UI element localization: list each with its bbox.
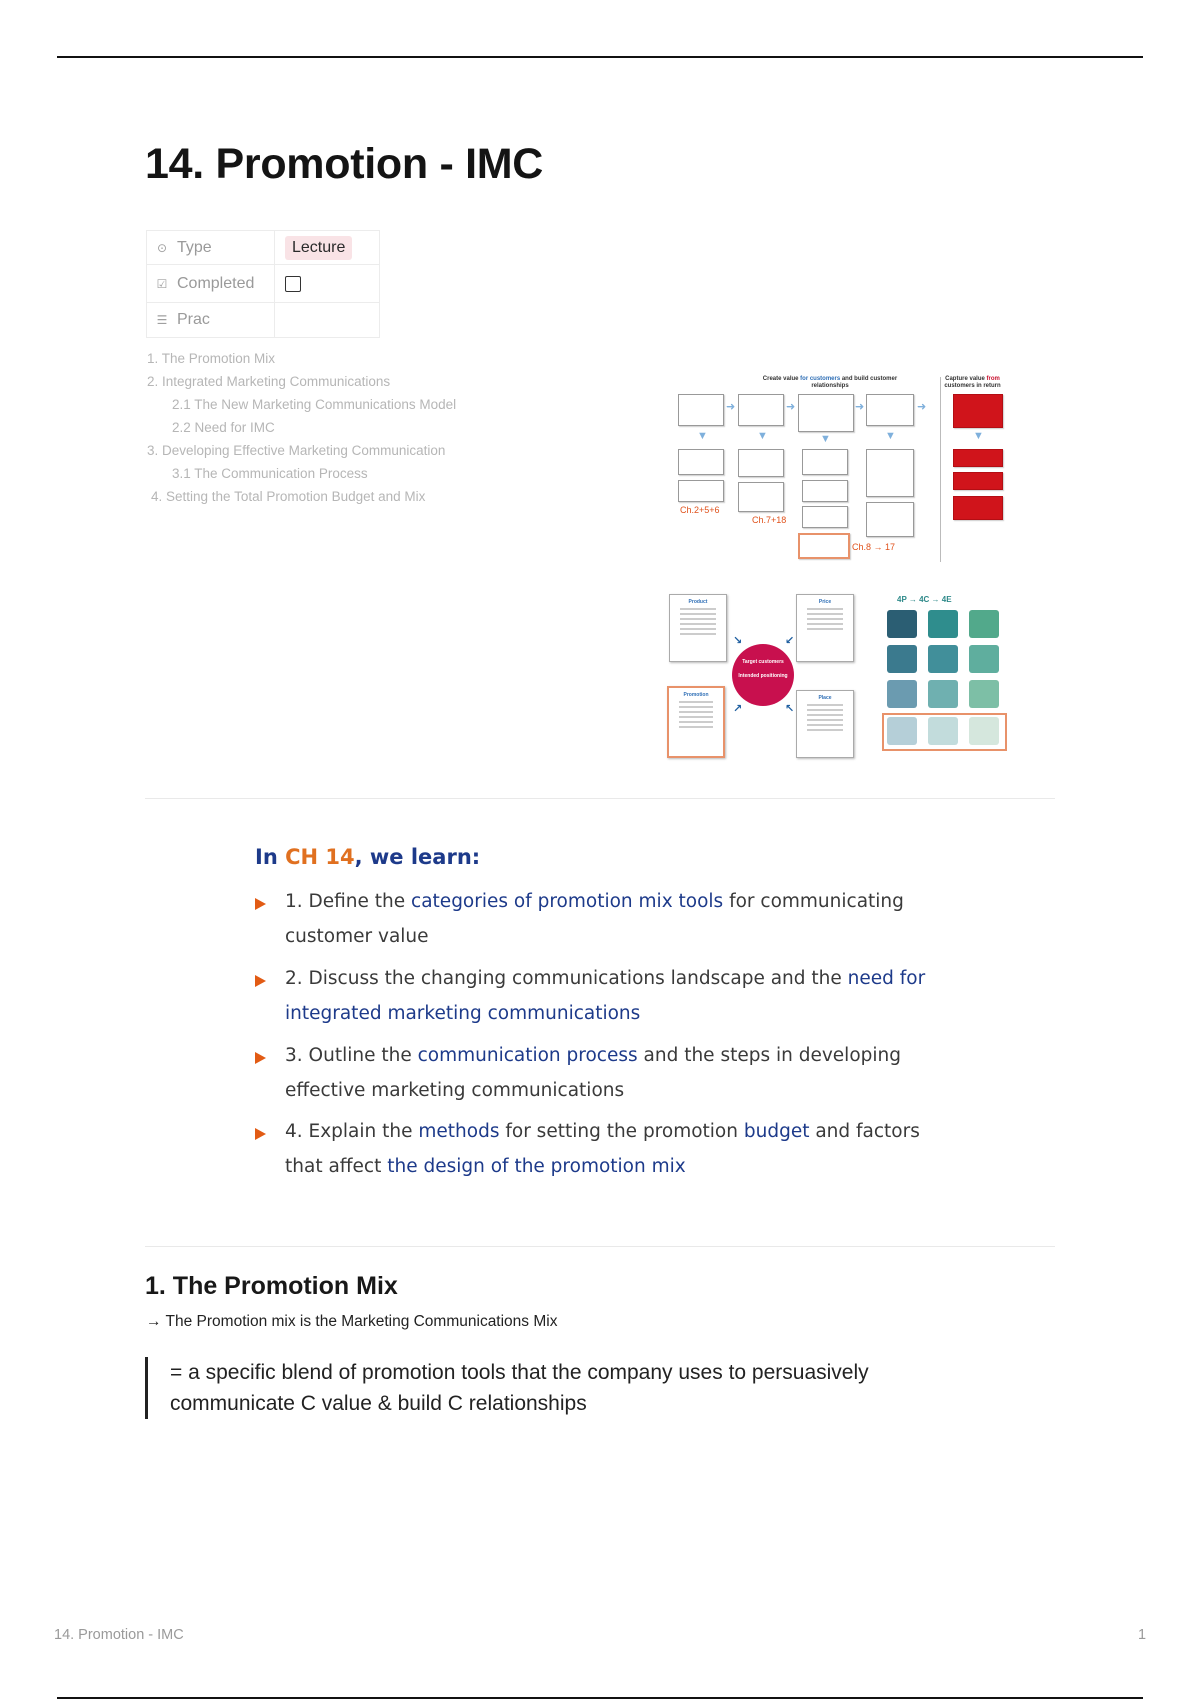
footer-title: 14. Promotion - IMC bbox=[54, 1627, 184, 1643]
everyplace-tile-icon bbox=[969, 680, 999, 708]
top-rule bbox=[57, 56, 1143, 58]
process-step bbox=[798, 394, 854, 432]
divider bbox=[940, 377, 941, 562]
mix-evolution-heading: 4P → 4C → 4E bbox=[897, 595, 952, 604]
arrow-right-icon: ➜ bbox=[726, 401, 736, 413]
completed-checkbox[interactable] bbox=[285, 276, 301, 292]
arrow-down-icon: ▼ bbox=[973, 430, 984, 442]
solution-tile-icon bbox=[928, 610, 958, 638]
arrow-down-icon: ▼ bbox=[820, 433, 831, 445]
capture-step bbox=[953, 394, 1003, 428]
property-completed bbox=[147, 265, 379, 303]
chapter-label: Ch.7+18 bbox=[752, 515, 787, 525]
bullet-triangle-icon bbox=[255, 1128, 266, 1140]
cost-tile-icon bbox=[928, 645, 958, 673]
section-note: → The Promotion mix is the Marketing Communications Mix bbox=[146, 1313, 558, 1330]
checkbox-property-icon: ☑ bbox=[156, 276, 168, 291]
divider bbox=[145, 1246, 1055, 1247]
select-icon: ⊙ bbox=[156, 240, 168, 255]
capture-title: Capture value from customers in return bbox=[944, 376, 1001, 389]
property-type-label: Type bbox=[177, 238, 212, 256]
arrow-right-icon: ➜ bbox=[917, 401, 927, 413]
definition-quote: = a specific blend of promotion tools that the company uses to persuasively communicate C value & build C relationships bbox=[145, 1357, 965, 1419]
arrow-icon: ↘ bbox=[733, 635, 743, 647]
properties-table bbox=[146, 230, 380, 338]
target-customers-circle: Target customers Intended positioning bbox=[732, 644, 794, 706]
type-tag[interactable]: Lecture bbox=[285, 236, 352, 260]
process-step bbox=[678, 394, 724, 426]
toc-link[interactable]: 2. Integrated Marketing Communications bbox=[147, 374, 391, 389]
section-heading: 1. The Promotion Mix bbox=[145, 1272, 398, 1300]
marketing-mix-diagram bbox=[665, 590, 860, 760]
arrow-icon: ↖ bbox=[785, 703, 795, 715]
property-prac bbox=[147, 303, 379, 337]
arrow-right-icon: ➜ bbox=[786, 401, 796, 413]
process-step bbox=[738, 482, 784, 512]
toc-link[interactable]: 1. The Promotion Mix bbox=[147, 351, 276, 366]
promotion-row-highlight bbox=[882, 713, 1007, 751]
page-number: 1 bbox=[1138, 1627, 1147, 1643]
process-step bbox=[738, 394, 784, 426]
promotion-step bbox=[798, 533, 850, 559]
arrow-icon: ↙ bbox=[785, 635, 795, 647]
toc-link[interactable]: 2.2 Need for IMC bbox=[172, 420, 275, 435]
process-step bbox=[802, 506, 848, 528]
price-tile-icon bbox=[887, 645, 917, 673]
learn-title: In CH 14, we learn: bbox=[255, 845, 481, 869]
property-prac-label: Prac bbox=[177, 311, 210, 328]
toc-link[interactable]: 3.1 The Communication Process bbox=[172, 466, 368, 481]
place-tile-icon bbox=[887, 680, 917, 708]
arrow-down-icon: ▼ bbox=[697, 430, 708, 442]
bullet-triangle-icon bbox=[255, 1052, 266, 1064]
divider bbox=[145, 798, 1055, 799]
bullet-triangle-icon bbox=[255, 898, 266, 910]
process-step bbox=[866, 502, 914, 537]
learning-objective: 4. Explain the methods for setting the promotion budget and factors that affect the design of the promotion mix bbox=[255, 1123, 955, 1184]
list-icon: ☰ bbox=[156, 313, 168, 327]
process-step bbox=[678, 480, 724, 502]
learning-objective: 3. Outline the communication process and the steps in developing effective marketing communications bbox=[255, 1047, 955, 1108]
bottom-rule bbox=[57, 1697, 1143, 1699]
capture-step bbox=[953, 449, 1003, 467]
process-step bbox=[802, 449, 848, 475]
product-tile-icon bbox=[887, 610, 917, 638]
experience-tile-icon bbox=[969, 610, 999, 638]
arrow-down-icon: ▼ bbox=[757, 430, 768, 442]
process-step bbox=[738, 449, 784, 477]
process-step bbox=[678, 449, 724, 475]
marketing-process-diagram bbox=[670, 372, 1005, 567]
learning-objective: 1. Define the categories of promotion mix tools for communicating customer value bbox=[255, 893, 955, 954]
chapter-label: Ch.8 → 17 bbox=[852, 542, 896, 552]
exchange-tile-icon bbox=[969, 645, 999, 673]
4p-4c-4e-diagram bbox=[882, 590, 1007, 758]
bullet-triangle-icon bbox=[255, 975, 266, 987]
property-type bbox=[147, 231, 379, 265]
place-box: Place bbox=[796, 690, 854, 758]
process-title: Create value for customers and build customer relationships bbox=[762, 376, 898, 389]
arrow-down-icon: ▼ bbox=[885, 430, 896, 442]
learning-objective: 2. Discuss the changing communications landscape and the need for integrated marketing communications bbox=[255, 970, 955, 1031]
arrow-icon: ↗ bbox=[733, 703, 743, 715]
capture-step bbox=[953, 496, 1003, 520]
toc-link[interactable]: 4. Setting the Total Promotion Budget and Mix bbox=[151, 489, 426, 504]
toc-link[interactable]: 3. Developing Effective Marketing Communication bbox=[147, 443, 446, 458]
product-box: Product bbox=[669, 594, 727, 662]
property-completed-label: Completed bbox=[177, 274, 255, 292]
process-step bbox=[866, 394, 914, 426]
capture-step bbox=[953, 472, 1003, 490]
process-step bbox=[802, 480, 848, 502]
promotion-box: Promotion bbox=[667, 686, 725, 758]
chapter-label: Ch.2+5+6 bbox=[680, 505, 720, 515]
price-box: Price bbox=[796, 594, 854, 662]
page-title: 14. Promotion - IMC bbox=[145, 140, 544, 188]
arrow-right-icon: ➜ bbox=[855, 401, 865, 413]
convenience-tile-icon bbox=[928, 680, 958, 708]
process-step bbox=[866, 449, 914, 497]
toc-link[interactable]: 2.1 The New Marketing Communications Model bbox=[172, 397, 457, 412]
table-of-contents bbox=[147, 347, 456, 508]
